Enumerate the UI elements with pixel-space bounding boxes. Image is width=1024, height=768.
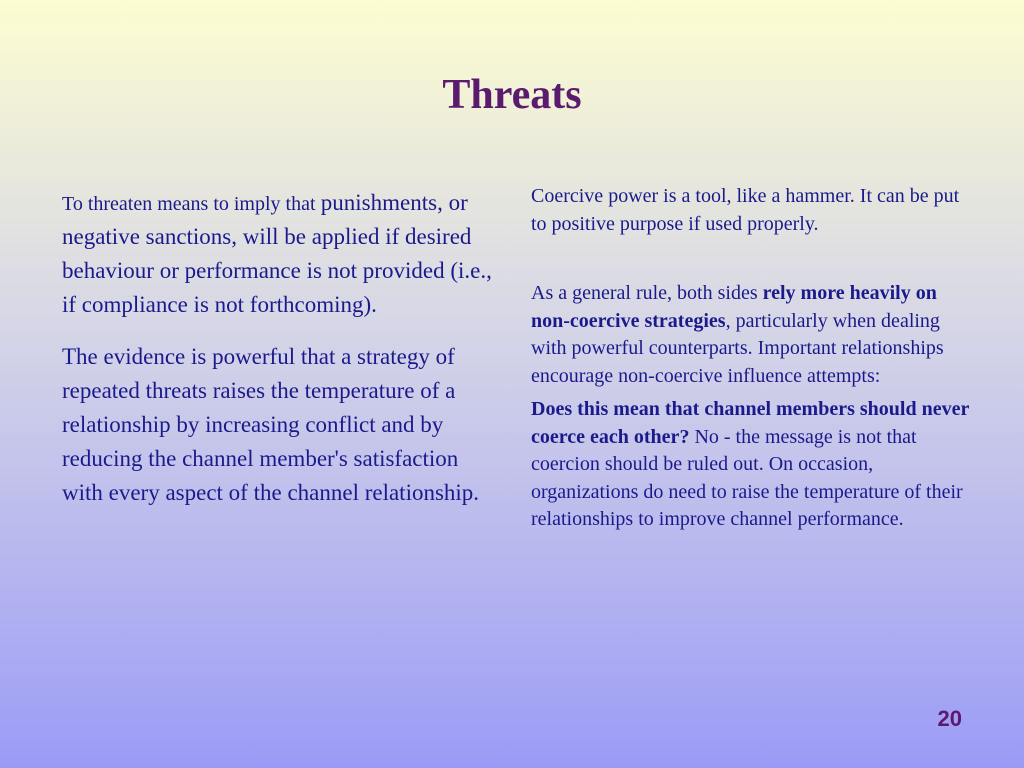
left-paragraph-1-rest: punishments, or negative sanctions, will be applied if desired behaviour or performance is not provided (i.e., if compliance is not forthcoming). <box>62 190 492 317</box>
right-paragraph-3 <box>531 396 971 534</box>
right-paragraph-3-question: Does this mean that channel members should never coerce each other? <box>531 398 969 448</box>
slide-title: Threats <box>442 72 582 118</box>
left-column <box>62 186 492 510</box>
page-number: 20 <box>937 706 962 731</box>
left-paragraph-2: The evidence is powerful that a strategy of repeated threats raises the temperature of a relationship by increasing conflict and by reducing the channel member's satisfaction with every aspect of the channel relationship. <box>62 344 480 505</box>
right-paragraph-2 <box>531 280 971 390</box>
left-paragraph-1 <box>62 186 492 322</box>
right-paragraph-2-emphasis: rely more heavily on non-coercive strategies <box>531 282 937 332</box>
right-paragraph-3-answer: No - the message is not that coercion should be ruled out. On occasion, organizations do need to raise the temperature of their relationships to improve channel performance. <box>531 425 963 530</box>
right-paragraph-2-start: As a general rule, both sides <box>531 282 763 304</box>
right-paragraph-2-end: , particularly when dealing with powerful counterparts. Important relationships encourage non-coercive influence attempts: <box>531 309 944 387</box>
left-paragraph-1-lead: To threaten means to imply that <box>62 193 316 215</box>
right-column <box>531 183 971 534</box>
right-paragraph-1: Coercive power is a tool, like a hammer. It can be put to positive purpose if used properly. <box>531 185 960 235</box>
